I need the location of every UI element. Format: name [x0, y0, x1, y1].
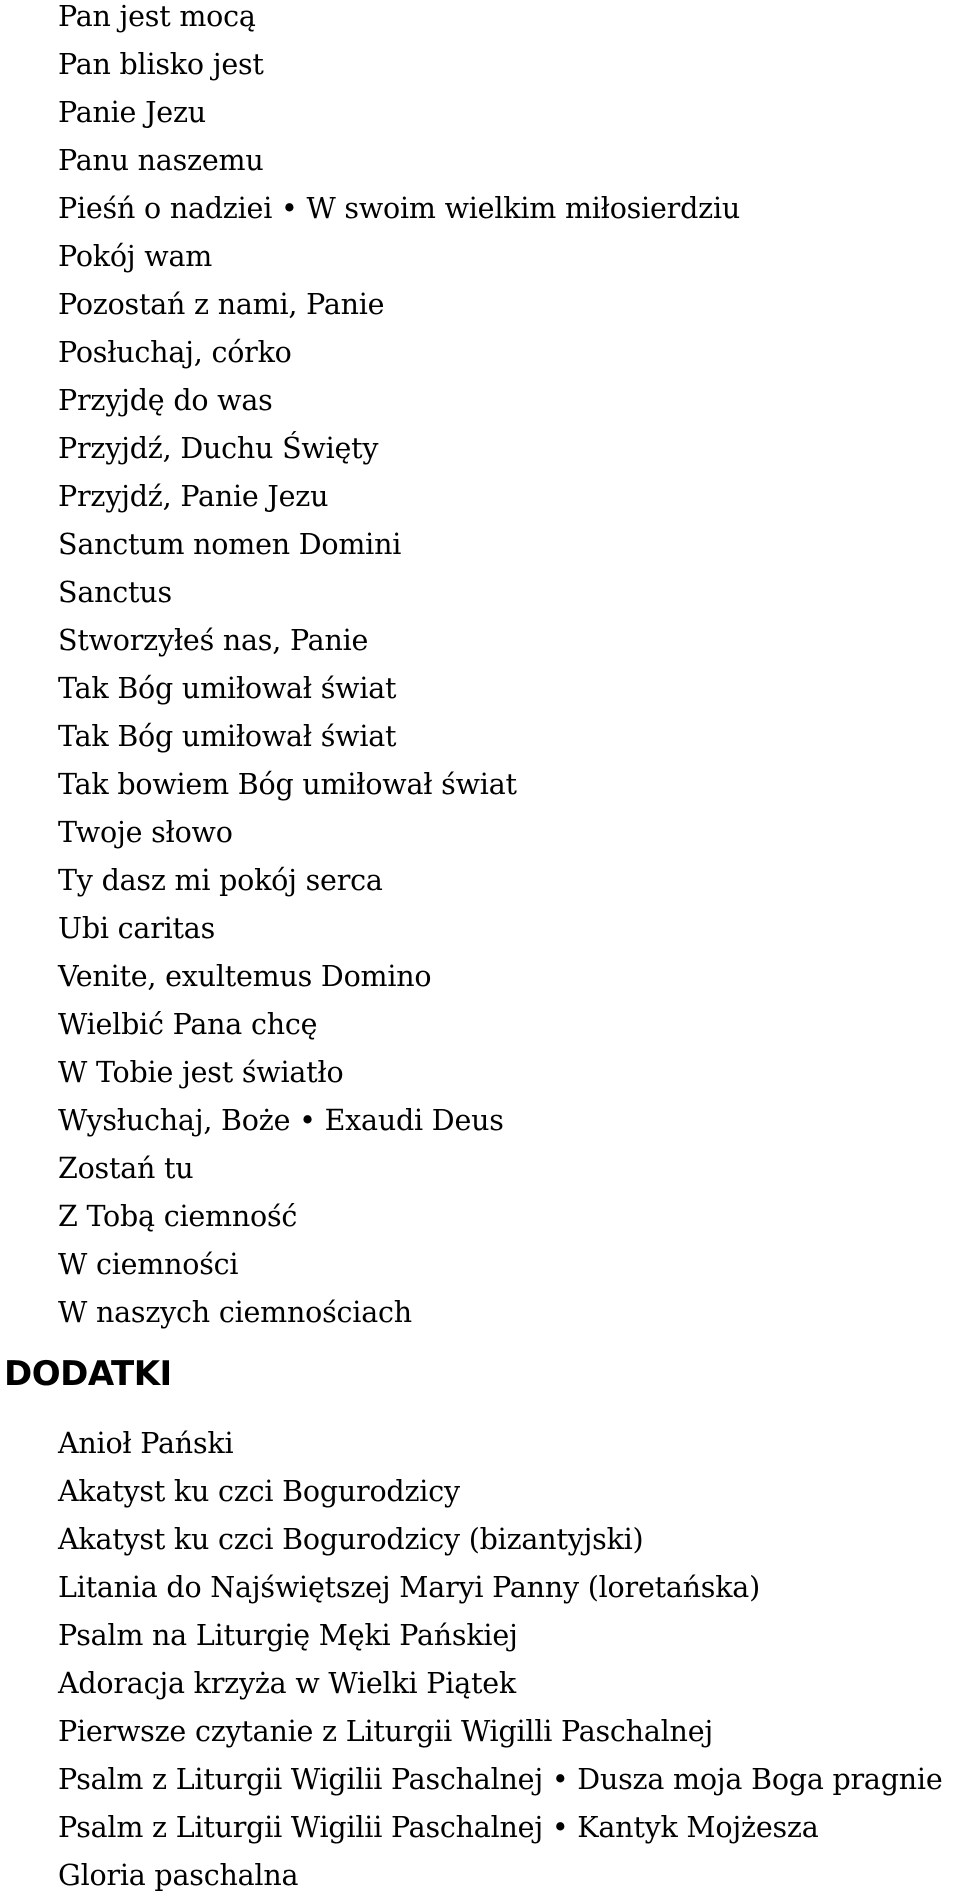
song-entry[interactable]: Przyjdź, Panie Jezu [58, 480, 329, 513]
appendix-list [0, 1420, 943, 1900]
song-entry[interactable]: Sanctus [58, 576, 172, 609]
song-entry[interactable]: Z Tobą ciemność [58, 1200, 298, 1233]
song-entry[interactable]: Posłuchaj, córko [58, 336, 292, 369]
song-entry[interactable]: Pan jest mocą [58, 0, 256, 33]
appendix-entry[interactable]: Akatyst ku czci Bogurodzicy (bizantyjski) [58, 1523, 644, 1556]
song-entry[interactable]: Stworzyłeś nas, Panie [58, 624, 369, 657]
song-entry[interactable]: W naszych ciemnościach [58, 1296, 412, 1329]
song-entry[interactable]: Wysłuchaj, Boże • Exaudi Deus [58, 1104, 504, 1137]
song-entry[interactable]: Venite, exultemus Domino [58, 960, 432, 993]
appendix-entry[interactable]: Gloria paschalna [58, 1859, 299, 1892]
appendix-entry[interactable]: Psalm z Liturgii Wigilii Paschalnej • Kantyk Mojżesza [58, 1811, 819, 1844]
song-entry[interactable]: Twoje słowo [58, 816, 233, 849]
song-entry[interactable]: Przyjdę do was [58, 384, 273, 417]
song-entry[interactable]: Tak bowiem Bóg umiłował świat [58, 768, 517, 801]
appendix-entry[interactable]: Psalm z Liturgii Wigilii Paschalnej • Dusza moja Boga pragnie [58, 1763, 943, 1796]
song-entry[interactable]: Zostań tu [58, 1152, 194, 1185]
song-entry[interactable]: Sanctum nomen Domini [58, 528, 402, 561]
appendix-entry[interactable]: Anioł Pański [58, 1427, 234, 1460]
appendix-entry[interactable]: Adoracja krzyża w Wielki Piątek [58, 1667, 516, 1700]
song-entry[interactable]: Ty dasz mi pokój serca [58, 864, 383, 897]
song-entry[interactable]: Pokój wam [58, 240, 213, 273]
appendix-entry[interactable]: Pierwsze czytanie z Liturgii Wigilli Paschalnej [58, 1715, 714, 1748]
appendix-entry[interactable]: Psalm na Liturgię Męki Pańskiej [58, 1619, 518, 1652]
song-entry[interactable]: Wielbić Pana chcę [58, 1008, 318, 1041]
song-entry[interactable]: Tak Bóg umiłował świat [58, 672, 397, 705]
song-entry[interactable]: Pozostań z nami, Panie [58, 288, 385, 321]
song-entry[interactable]: Przyjdź, Duchu Święty [58, 432, 379, 465]
appendix-entry[interactable]: Akatyst ku czci Bogurodzicy [58, 1475, 460, 1508]
song-entry[interactable]: Pan blisko jest [58, 48, 264, 81]
section-heading-dodatki: DODATKI [4, 1354, 172, 1394]
song-entry[interactable]: Ubi caritas [58, 912, 215, 945]
song-entry[interactable]: Tak Bóg umiłował świat [58, 720, 397, 753]
song-entry[interactable]: Pieśń o nadziei • W swoim wielkim miłosierdziu [58, 192, 741, 225]
appendix-entry[interactable]: Litania do Najświętszej Maryi Panny (loretańska) [58, 1571, 761, 1604]
song-entry[interactable]: W Tobie jest światło [58, 1056, 344, 1089]
song-entry[interactable]: W ciemności [58, 1248, 239, 1281]
song-entry[interactable]: Panie Jezu [58, 96, 206, 129]
song-entry[interactable]: Panu naszemu [58, 144, 264, 177]
